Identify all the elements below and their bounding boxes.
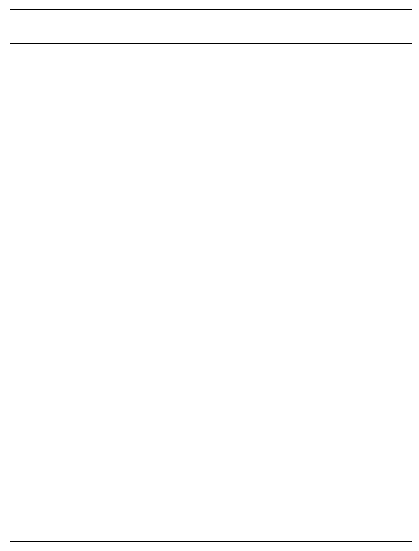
top-rule [10,9,412,10]
bottom-rule [10,541,412,542]
header-rule [10,43,412,44]
